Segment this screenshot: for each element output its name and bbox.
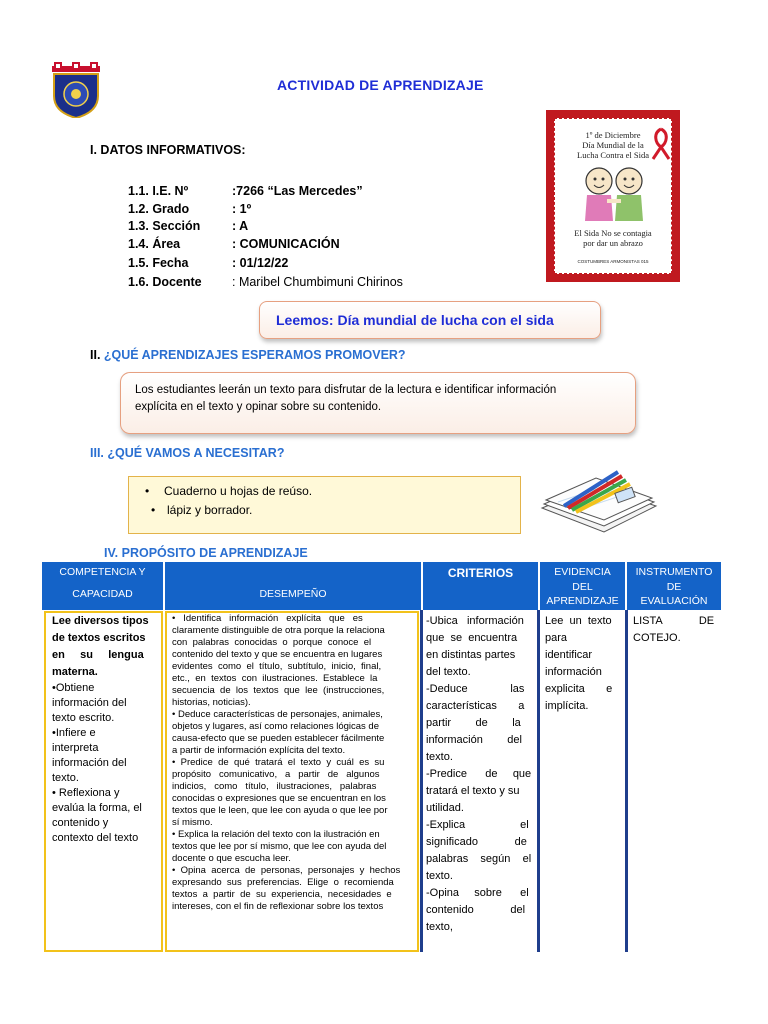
- capacidad-line: contexto del texto: [52, 832, 139, 844]
- evidencia-line: identificar: [545, 649, 593, 661]
- header-text: EVIDENCIA: [554, 566, 611, 578]
- learning-goal-line: Los estudiantes leerán un texto para disfrutar de la lectura e identificar información: [135, 384, 557, 396]
- datos-label: 1.2. Grado: [128, 202, 190, 216]
- desempeno-line: secuencia de los textos que lee (instrucciones,: [172, 685, 385, 696]
- desempeno-line: evidentes como el título, subtítulo, inicio, final,: [172, 661, 382, 672]
- desempeno-line: indicios, como título, ilustraciones, palabras: [172, 781, 377, 792]
- capacidad-line: información del: [52, 697, 127, 709]
- column-divider: [537, 610, 540, 952]
- datos-value: : 01/12/22: [232, 256, 289, 270]
- capacidad-line: interpreta: [52, 742, 99, 754]
- capacidad-line: evalúa la forma, el: [52, 802, 142, 814]
- learning-purpose-table: [42, 562, 721, 952]
- criterio-line: significado de: [426, 836, 527, 848]
- evidencia-line: información: [545, 666, 602, 678]
- section-heading-proposito: IV. PROPÓSITO DE APRENDIZAJE: [104, 546, 308, 560]
- competencia-text: [52, 613, 158, 846]
- competencia-title: Lee diversos tipos: [52, 615, 149, 627]
- criterio-line: contenido del: [426, 904, 526, 916]
- criterio-line: -Opina sobre el: [426, 887, 529, 899]
- header-text: CRITERIOS: [447, 566, 514, 580]
- materials-item: [151, 503, 252, 517]
- notebooks-pencils-icon: [534, 462, 660, 540]
- page-title: ACTIVIDAD DE APRENDIZAJE: [277, 77, 484, 93]
- criterio-line: información del: [426, 734, 522, 746]
- desempeno-line: etc., en textos con ilustraciones. Establece la: [172, 673, 378, 684]
- bullet: •: [145, 484, 150, 498]
- evidencia-line: explicita e: [545, 683, 613, 695]
- evidencia-line: para: [545, 632, 568, 644]
- materials-item: [145, 484, 312, 498]
- bullet: •: [151, 503, 156, 517]
- reading-title-box: Leemos: Día mundial de lucha con el sida: [259, 301, 601, 339]
- header-evidencia: [540, 562, 625, 610]
- section-heading-necesitar: III. ¿QUÉ VAMOS A NECESITAR?: [90, 446, 285, 460]
- poster-footer: COSTUMBRES ARMONISTAS 015: [577, 259, 649, 264]
- datos-row: [128, 219, 249, 233]
- column-divider: [420, 610, 423, 952]
- datos-row: [128, 202, 252, 216]
- header-instrumento: [627, 562, 721, 610]
- children-hugging-icon: [577, 165, 651, 221]
- instrumento-line: COTEJO.: [633, 632, 681, 644]
- datos-row: [128, 256, 289, 270]
- poster-line: por dar un abrazo: [583, 238, 643, 248]
- header-text: COMPETENCIA Y: [59, 566, 146, 578]
- datos-value: : Maribel Chumbimuni Chirinos: [232, 275, 403, 289]
- poster-line: Lucha Contra el Sida: [577, 150, 649, 160]
- datos-value: :7266 “Las Mercedes”: [232, 184, 363, 198]
- criterio-line: -Deduce las: [426, 683, 525, 695]
- desempeno-line: a partir de información explícita del texto.: [172, 745, 346, 756]
- datos-row: [128, 237, 340, 251]
- header-text: APRENDIZAJE: [546, 595, 619, 607]
- instrumento-text: [633, 613, 719, 647]
- desempeno-line: sí mismo.: [172, 817, 213, 828]
- materials-item-label: Cuaderno u hojas de reúso.: [164, 484, 313, 498]
- learning-goal-box: [120, 372, 636, 434]
- desempeno-line: • Opina acerca de personas, personajes y hechos: [172, 865, 401, 876]
- datos-value: : COMUNICACIÓN: [232, 237, 340, 251]
- competencia-title: en su lengua: [52, 649, 144, 661]
- header-text: DE: [666, 581, 682, 593]
- criterio-line: texto.: [426, 870, 453, 882]
- desempeno-line: • Deduce características de personajes, animales,: [172, 709, 383, 720]
- criterio-line: partir de la: [426, 717, 521, 729]
- criterio-line: texto,: [426, 921, 453, 933]
- desempeno-line: textos que le leen, que lee con ayuda o que lee por: [172, 805, 388, 816]
- desempeno-line: • Predice de qué tratará el texto y cuál es su: [172, 757, 385, 768]
- desempeno-line: claramente distinguible de otra porque la relaciona: [172, 625, 385, 636]
- poster-line: 1º de Diciembre: [585, 130, 641, 140]
- datos-label: 1.1. I.E. Nº: [128, 184, 189, 198]
- section-heading-datos: I. DATOS INFORMATIVOS:: [90, 143, 246, 157]
- desempeno-line: historias, noticias).: [172, 697, 251, 708]
- desempeno-line: textos a partir de su experiencia, necesidades e: [172, 889, 392, 900]
- capacidad-line: •Infiere e: [52, 727, 96, 739]
- capacidad-line: • Reflexiona y: [52, 787, 120, 799]
- desempeno-line: contenido del texto y que se encuentra en lugares: [172, 649, 383, 660]
- datos-label: 1.6. Docente: [128, 275, 202, 289]
- criterio-line: -Predice de que: [426, 768, 532, 780]
- capacidad-line: •Obtiene: [52, 682, 95, 694]
- desempeno-line: docente o que escucha leer.: [172, 853, 291, 864]
- column-divider: [625, 610, 628, 952]
- datos-label: 1.3. Sección: [128, 219, 201, 233]
- materials-box: [128, 476, 521, 534]
- desempeno-text: [172, 613, 414, 913]
- capacidad-line: información del: [52, 757, 127, 769]
- criterio-line: tratará el texto y su: [426, 785, 520, 797]
- desempeno-line: textos que lee por sí mismo, que lee con ayuda del: [172, 841, 387, 852]
- header-desempeno: [165, 562, 421, 610]
- criterio-line: que se encuentra: [426, 632, 518, 644]
- datos-label: 1.5. Fecha: [128, 256, 189, 270]
- header-text: INSTRUMENTO: [635, 566, 713, 578]
- datos-row: [128, 275, 403, 289]
- criterio-line: -Ubica información: [426, 615, 524, 627]
- evidencia-line: Lee un texto: [545, 615, 612, 627]
- learning-goal-line: explícita en el texto y opinar sobre su contenido.: [135, 401, 382, 413]
- header-text: CAPACIDAD: [72, 588, 133, 600]
- poster-line: El Sida No se contagia: [574, 228, 652, 238]
- desempeno-line: conocidas o expresiones que se encuentran en los: [172, 793, 386, 804]
- header-text: DESEMPEÑO: [259, 588, 327, 600]
- aids-day-poster: [546, 110, 680, 282]
- school-logo-icon: [52, 62, 100, 118]
- red-ribbon-icon: [651, 127, 671, 161]
- criterio-line: utilidad.: [426, 802, 464, 814]
- competencia-title: de textos escritos: [52, 632, 146, 644]
- header-competencia: [42, 562, 163, 610]
- criterio-line: características a: [426, 700, 525, 712]
- evidencia-line: implícita.: [545, 700, 589, 712]
- criterio-line: en distintas partes: [426, 649, 516, 661]
- desempeno-line: con palabras conocidas o porque conoce el: [172, 637, 372, 648]
- datos-label: 1.4. Área: [128, 237, 181, 251]
- desempeno-line: causa-efecto que se pueden establecer fácilmente: [172, 733, 385, 744]
- datos-value: : 1º: [232, 202, 252, 216]
- header-text: DEL: [572, 581, 593, 593]
- section-title: ¿QUÉ APRENDIZAJES ESPERAMOS PROMOVER?: [103, 348, 406, 362]
- poster-line: Día Mundial de la: [582, 140, 644, 150]
- evidencia-text: [545, 613, 623, 715]
- datos-value: : A: [232, 219, 249, 233]
- desempeno-line: expresando sus preferencias. Elige o recomienda: [172, 877, 394, 888]
- criterio-line: del texto.: [426, 666, 471, 678]
- capacidad-line: texto escrito.: [52, 712, 115, 724]
- header-criterios: [423, 562, 538, 610]
- instrumento-line: LISTA DE: [633, 615, 715, 627]
- section-number: II.: [90, 348, 101, 362]
- criterios-text: [426, 613, 534, 936]
- desempeno-line: intereses, con el fin de reflexionar sobre los textos: [172, 901, 384, 912]
- materials-item-label: lápiz y borrador.: [167, 503, 253, 517]
- criterio-line: palabras según el: [426, 853, 532, 865]
- desempeno-line: • Identifica información explícita que es: [172, 613, 363, 624]
- desempeno-line: propósito comunicativo, a partir de algunos: [172, 769, 380, 780]
- criterio-line: texto.: [426, 751, 453, 763]
- criterio-line: -Explica el: [426, 819, 529, 831]
- capacidad-line: texto.: [52, 772, 79, 784]
- competencia-title: materna.: [52, 666, 98, 678]
- section-heading-aprendizajes: [90, 348, 406, 362]
- header-text: EVALUACIÓN: [640, 595, 708, 607]
- desempeno-line: • Explica la relación del texto con la ilustración en: [172, 829, 380, 840]
- capacidad-line: contenido y: [52, 817, 109, 829]
- datos-row: [128, 184, 363, 198]
- desempeno-line: objetos y lugares, así como relaciones lógicas de: [172, 721, 380, 732]
